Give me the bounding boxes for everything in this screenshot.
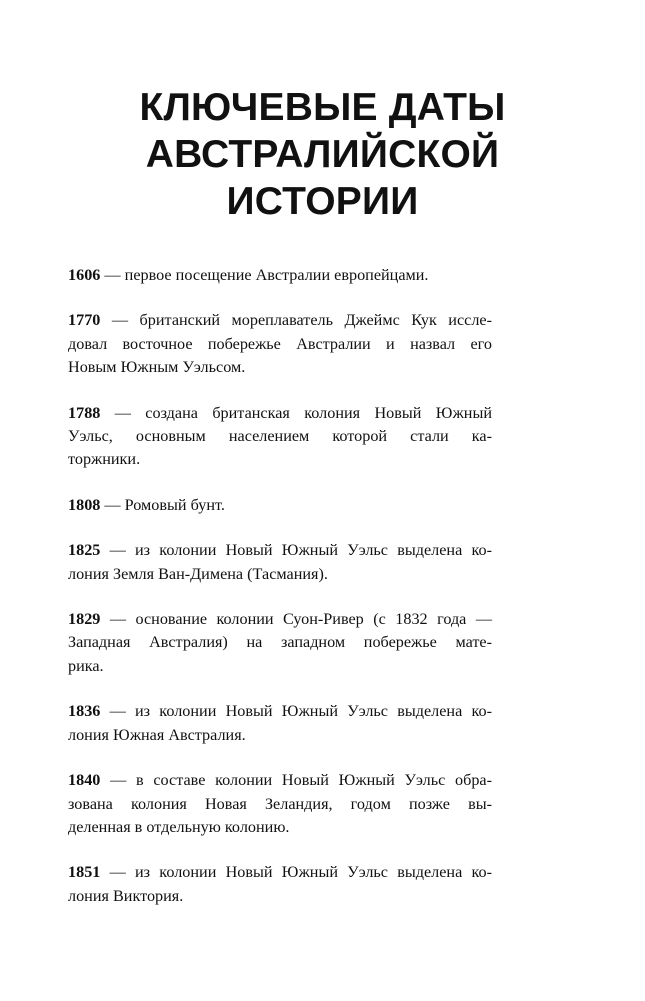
title-line-1: КЛЮЧЕВЫЕ ДАТЫ [139, 86, 506, 129]
entry-line: деленная в отдельную колонию. [68, 817, 290, 836]
entry-line: Уэльс, основным населением которой стали ка- [68, 427, 492, 446]
entry-line: лония Земля Ван-Димена (Тасмания). [68, 564, 328, 583]
entry-year: 1825 [68, 541, 101, 560]
entry-line: 1825 — из колонии Новый Южный Уэльс выделена ко- [68, 541, 493, 560]
entry-line: лония Южная Австралия. [68, 725, 246, 744]
entry-year: 1851 [68, 863, 101, 882]
entry-line: зована колония Новая Зеландия, годом позже вы- [68, 794, 492, 813]
entry-year: 1606 [68, 266, 101, 284]
entry-year: 1808 [68, 495, 101, 514]
timeline-entry [68, 494, 492, 517]
timeline-entry [68, 608, 492, 678]
timeline-entry [68, 700, 492, 747]
entry-line: рика. [68, 656, 104, 675]
entry-line: довал восточное побережье Австралии и назвал его [68, 334, 492, 353]
page-title [0, 84, 645, 225]
timeline-entry [68, 861, 492, 908]
entry-line: 1851 — из колонии Новый Южный Уэльс выделена ко- [68, 863, 493, 882]
entry-year: 1836 [68, 702, 101, 721]
entry-line: 1836 — из колонии Новый Южный Уэльс выделена ко- [68, 702, 493, 721]
timeline-entry [68, 539, 492, 586]
entry-line: Новым Южным Уэльсом. [68, 358, 246, 377]
entry-line: 1606 — первое посещение Австралии европейцами. [68, 266, 429, 284]
entry-line: лония Виктория. [68, 886, 184, 905]
title-line-3: ИСТОРИИ [226, 180, 419, 223]
timeline-list [68, 264, 492, 930]
timeline-entry [68, 309, 492, 379]
timeline-entry [68, 769, 492, 839]
entry-line: 1808 — Ромовый бунт. [68, 495, 225, 514]
timeline-entry [68, 402, 492, 472]
entry-line: торжники. [68, 450, 141, 469]
entry-line: 1829 — основание колонии Суон-Ривер (с 1832 года — [68, 610, 493, 629]
entry-line: 1788 — создана британская колония Новый Южный [68, 403, 493, 422]
entry-year: 1829 [68, 610, 101, 629]
entry-year: 1770 [68, 311, 101, 330]
timeline-entry [68, 264, 492, 287]
entry-line: 1840 — в составе колонии Новый Южный Уэльс обра- [68, 771, 493, 790]
entry-line: 1770 — британский мореплаватель Джеймс Кук иссле- [68, 311, 492, 330]
entry-year: 1840 [68, 771, 101, 790]
title-line-2: АВСТРАЛИЙСКОЙ [145, 133, 500, 176]
entry-line: Западная Австралия) на западном побережье мате- [68, 633, 492, 652]
entry-year: 1788 [68, 403, 101, 422]
